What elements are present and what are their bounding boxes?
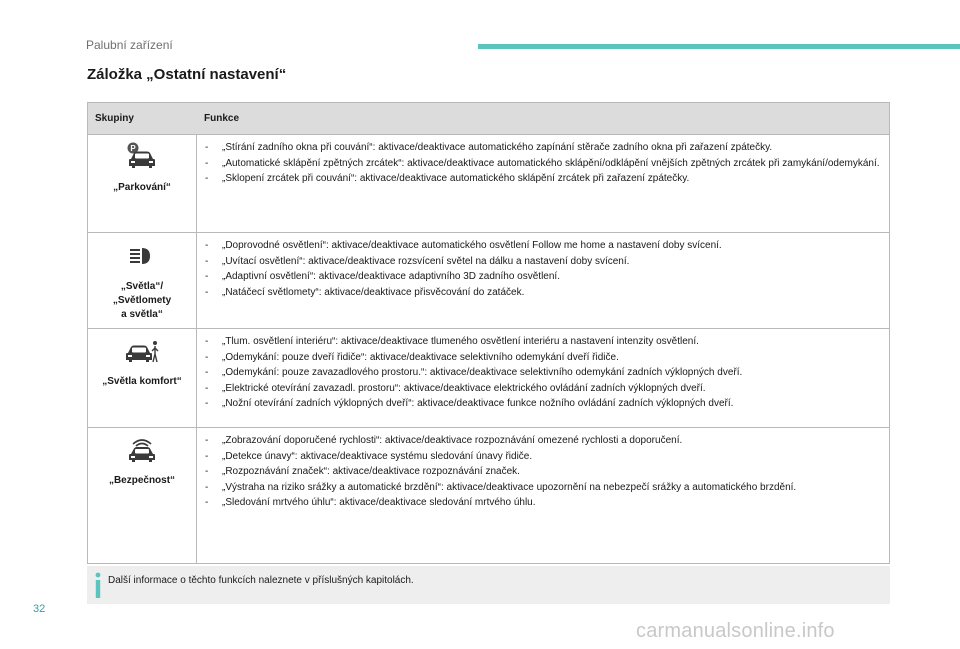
group-cell xyxy=(88,328,197,427)
settings-table xyxy=(87,102,890,564)
header-accent-bar xyxy=(478,44,960,49)
group-name: „Světla“/ „Světlomety a světla“ xyxy=(112,281,172,320)
group-cell xyxy=(88,134,197,232)
group-name: „Parkování“ xyxy=(113,182,171,193)
table-row xyxy=(88,232,889,329)
list-item: - „Odemykání: pouze dveří řidiče“: aktivace/deaktivace selektivního odemykání dveří řidiče. xyxy=(202,350,882,366)
car-parking-icon xyxy=(124,142,160,170)
list-item: - „Doprovodné osvětlení“: aktivace/deaktivace automatického osvětlení Follow me home a nastavení doby svícení. xyxy=(202,238,882,254)
column-header-groups: Skupiny xyxy=(95,113,134,124)
watermark: carmanualsonline.info xyxy=(636,620,835,642)
svg-text:P: P xyxy=(130,143,136,153)
list-item: - „Stírání zadního okna při couvání“: aktivace/deaktivace automatického zapínání stěrače zadního okna při zařazení zpátečky. xyxy=(202,140,882,156)
table-row xyxy=(88,134,889,233)
headlight-icon xyxy=(124,242,160,270)
list-item: - „Detekce únavy“: aktivace/deaktivace systému sledování únavy řidiče. xyxy=(202,449,882,465)
list-item: - „Tlum. osvětlení interiéru“: aktivace/deaktivace tlumeného osvětlení interiéru a nastavení intenzity osvětlení. xyxy=(202,334,882,350)
group-name: „Světla komfort“ xyxy=(102,376,182,387)
section-label: Palubní zařízení xyxy=(86,38,173,52)
table-header xyxy=(88,103,889,135)
info-icon xyxy=(93,572,103,598)
list-item: - „Uvítací osvětlení“: aktivace/deaktivace rozsvícení světel na dálku a nastavení doby svícení. xyxy=(202,254,882,270)
list-item: - „Sklopení zrcátek při couvání“: aktivace/deaktivace automatického sklápění zrcátek při zařazení zpátečky. xyxy=(202,171,882,187)
page-title: Záložka „Ostatní nastavení“ xyxy=(87,66,287,83)
function-list xyxy=(202,238,882,300)
function-list xyxy=(202,334,882,412)
list-item: - „Nožní otevírání zadních výklopných dveří“: aktivace/deaktivace funkce nožního ovládání zadních výklopných dveří. xyxy=(202,396,882,412)
list-item: - „Sledování mrtvého úhlu“: aktivace/deaktivace sledování mrtvého úhlu. xyxy=(202,495,882,511)
table-row xyxy=(88,328,889,428)
group-name: „Bezpečnost“ xyxy=(108,475,176,486)
car-safety-icon xyxy=(124,435,160,463)
info-box xyxy=(87,566,890,604)
list-item: - „Odemykání: pouze zavazadlového prostoru.“: aktivace/deaktivace selektivního odemykání zadních výklopných dveří. xyxy=(202,365,882,381)
list-item: - „Adaptivní osvětlení“: aktivace/deaktivace adaptivního 3D zadního osvětlení. xyxy=(202,269,882,285)
function-list xyxy=(202,433,882,511)
info-text: Další informace o těchto funkcích naleznete v příslušných kapitolách. xyxy=(108,575,414,586)
list-item: - „Natáčecí světlomety“: aktivace/deaktivace přisvěcování do zatáček. xyxy=(202,285,882,301)
list-item: - „Rozpoznávání značek“: aktivace/deaktivace rozpoznávání značek. xyxy=(202,464,882,480)
list-item: - „Zobrazování doporučené rychlosti“: aktivace/deaktivace rozpoznávání omezené rychlosti a doporučení. xyxy=(202,433,882,449)
table-row xyxy=(88,427,889,563)
function-list xyxy=(202,140,882,187)
column-header-functions: Funkce xyxy=(204,113,240,124)
car-comfort-light-icon xyxy=(124,338,160,366)
list-item: - „Elektrické otevírání zavazadl. prostoru“: aktivace/deaktivace elektrického ovládání zadních výklopných dveří. xyxy=(202,381,882,397)
group-cell xyxy=(88,427,197,563)
group-cell xyxy=(88,232,197,328)
list-item: - „Výstraha na riziko srážky a automatické brzdění“: aktivace/deaktivace upozornění na nebezpečí srážky a automatického brzdění. xyxy=(202,480,882,496)
list-item: - „Automatické sklápění zpětných zrcátek“: aktivace/deaktivace automatického sklápění/odklápění vnějších zpětných zrcátek při zamykání/odemykání. xyxy=(202,156,882,172)
page-number: 32 xyxy=(33,603,46,615)
